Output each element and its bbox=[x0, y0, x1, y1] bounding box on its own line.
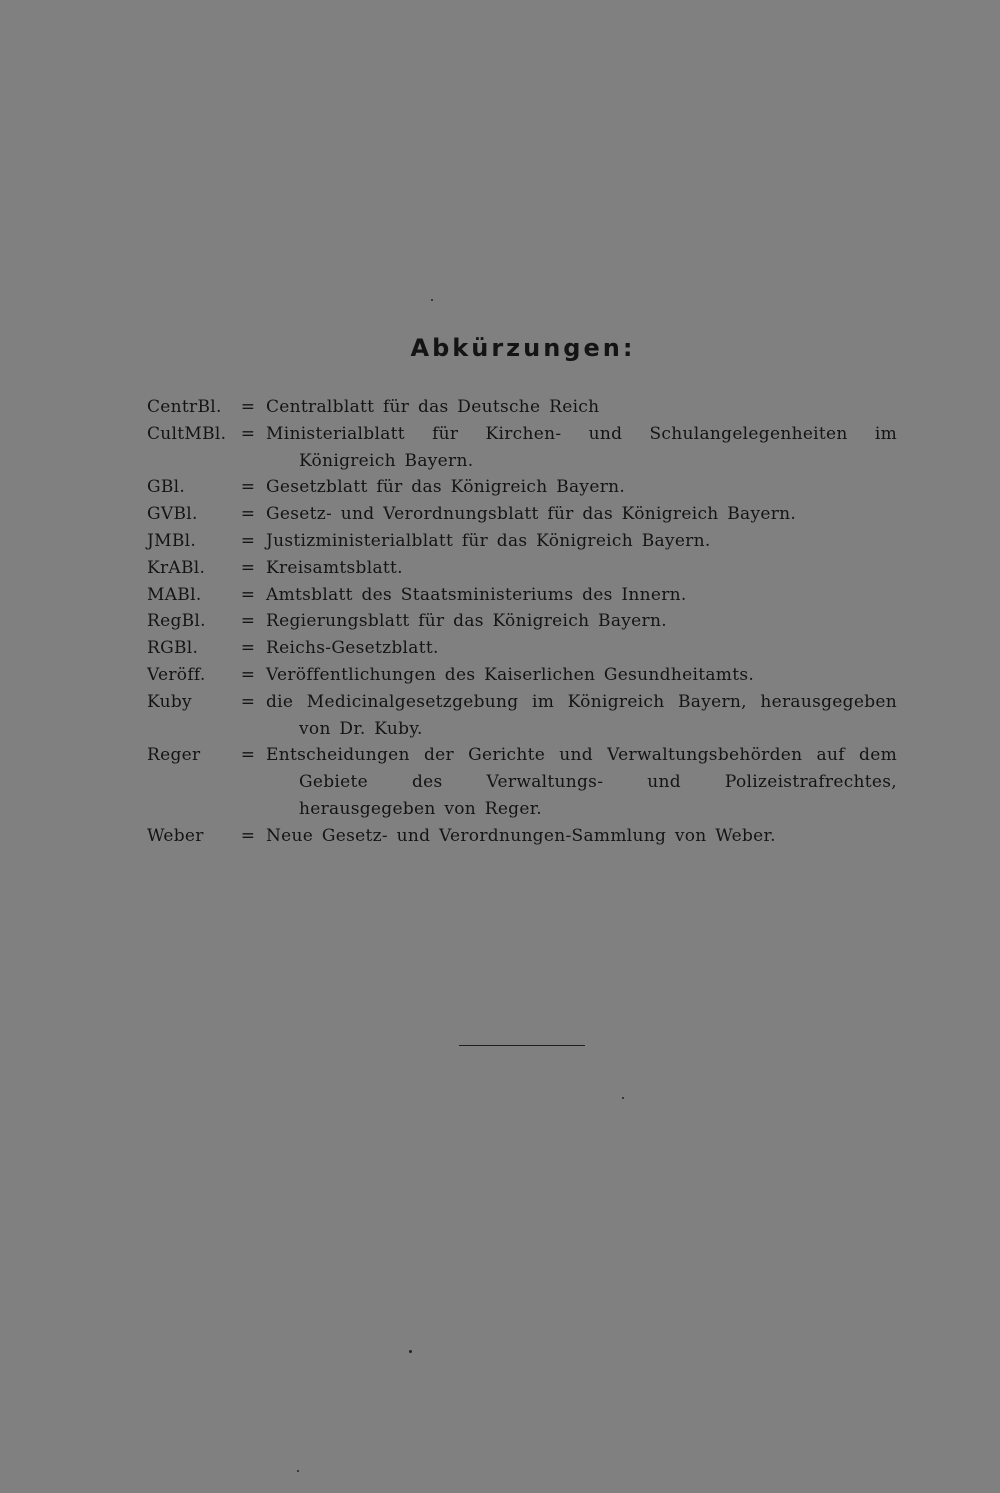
equals-sign: = bbox=[240, 745, 256, 766]
abbreviation-term: GBl. bbox=[147, 477, 186, 498]
abbreviation-term: Veröff. bbox=[147, 664, 206, 685]
ink-speck bbox=[622, 1097, 624, 1099]
abbreviation-definition: die Medicinalgesetzgebung im Königreich Bayern, herausgegeben von Dr. Kuby. bbox=[266, 691, 897, 739]
closing-rule bbox=[459, 1045, 585, 1046]
abbreviation-row bbox=[147, 501, 897, 528]
abbreviation-term: GVBl. bbox=[147, 504, 198, 525]
abbreviation-row bbox=[147, 555, 897, 582]
equals-sign: = bbox=[240, 611, 256, 632]
abbreviation-term: RGBl. bbox=[147, 638, 199, 659]
abbreviation-term: Reger bbox=[147, 745, 201, 766]
abbreviation-definition: Regierungsblatt für das Königreich Bayern. bbox=[266, 611, 667, 632]
abbreviation-term: KrABl. bbox=[147, 557, 206, 578]
abbreviation-row bbox=[147, 421, 897, 475]
abbreviation-term: Kuby bbox=[147, 691, 192, 712]
equals-sign: = bbox=[240, 504, 256, 525]
page-title: Abkürzungen: bbox=[410, 334, 636, 362]
abbreviation-row bbox=[147, 394, 897, 421]
abbreviation-definition: Veröffentlichungen des Kaiserlichen Gesundheitamts. bbox=[266, 664, 755, 685]
equals-sign: = bbox=[240, 584, 256, 605]
equals-sign: = bbox=[240, 691, 256, 712]
abbreviation-definition: Amtsblatt des Staatsministeriums des Innern. bbox=[266, 584, 687, 605]
abbreviation-definition: Entscheidungen der Gerichte und Verwaltungsbehörden auf dem Gebiete des Verwaltungs- und Polizeistrafrechtes, herausgegeben von Reger. bbox=[266, 745, 897, 819]
ink-speck bbox=[409, 1350, 412, 1353]
equals-sign: = bbox=[240, 423, 256, 444]
abbreviation-row bbox=[147, 608, 897, 635]
equals-sign: = bbox=[240, 664, 256, 685]
abbreviation-definition: Justizministerialblatt für das Königreich Bayern. bbox=[266, 530, 711, 551]
abbreviation-row bbox=[147, 823, 897, 850]
abbreviation-row bbox=[147, 742, 897, 822]
abbreviation-definition: Ministerialblatt für Kirchen- und Schulangelegenheiten im Königreich Bayern. bbox=[266, 423, 897, 471]
abbreviation-definition: Gesetzblatt für das Königreich Bayern. bbox=[266, 477, 626, 498]
abbreviation-list bbox=[147, 394, 897, 850]
equals-sign: = bbox=[240, 477, 256, 498]
abbreviation-definition: Centralblatt für das Deutsche Reich bbox=[266, 397, 600, 417]
abbreviation-row bbox=[147, 635, 897, 662]
ink-speck bbox=[297, 1470, 299, 1472]
abbreviation-term: RegBl. bbox=[147, 611, 206, 632]
abbreviation-term: CultMBl. bbox=[147, 423, 227, 444]
equals-sign: = bbox=[240, 557, 256, 578]
abbreviation-row bbox=[147, 528, 897, 555]
abbreviation-term: CentrBl. bbox=[147, 397, 222, 417]
abbreviation-row bbox=[147, 582, 897, 609]
abbreviation-definition: Neue Gesetz- und Verordnungen-Sammlung von Weber. bbox=[266, 825, 776, 846]
equals-sign: = bbox=[240, 825, 256, 846]
abbreviation-definition: Reichs-Gesetzblatt. bbox=[266, 638, 439, 659]
equals-sign: = bbox=[240, 638, 256, 659]
equals-sign: = bbox=[240, 397, 256, 417]
abbreviation-term: JMBl. bbox=[147, 530, 197, 551]
abbreviation-definition: Kreisamtsblatt. bbox=[266, 557, 403, 578]
abbreviation-row bbox=[147, 662, 897, 689]
abbreviation-definition: Gesetz- und Verordnungsblatt für das Königreich Bayern. bbox=[266, 504, 797, 525]
ink-speck bbox=[431, 299, 433, 301]
abbreviation-row bbox=[147, 689, 897, 743]
abbreviation-term: Weber bbox=[147, 825, 204, 846]
abbreviation-row bbox=[147, 474, 897, 501]
equals-sign: = bbox=[240, 530, 256, 551]
abbreviation-term: MABl. bbox=[147, 584, 202, 605]
